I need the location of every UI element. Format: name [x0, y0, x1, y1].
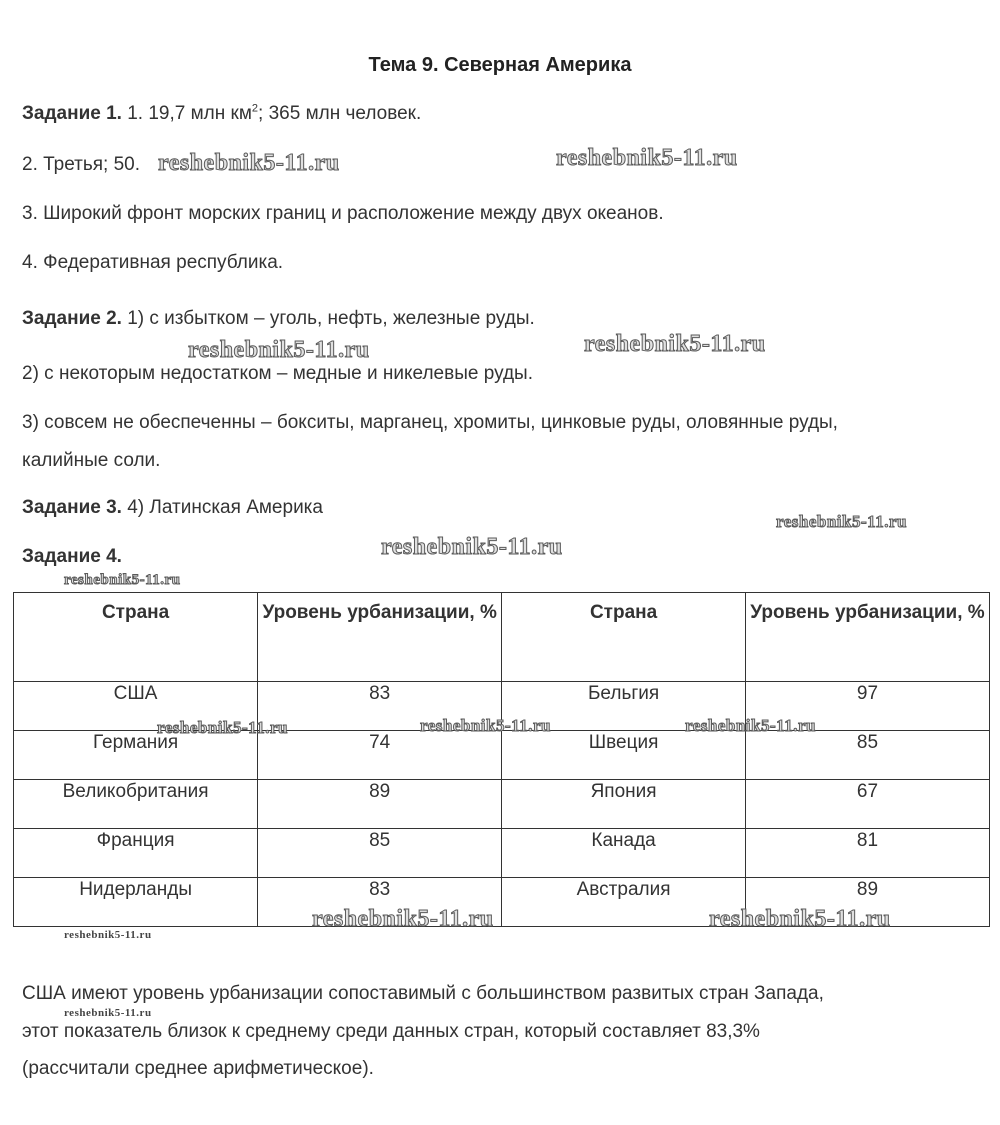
watermark: reshebnik5-11.ru — [64, 572, 181, 588]
watermark: reshebnik5-11.ru — [556, 145, 738, 171]
table-row — [14, 780, 990, 829]
task2-label: Задание 2. — [22, 308, 122, 329]
table-cell: Германия — [14, 731, 258, 780]
table-header: Страна — [14, 593, 258, 682]
table-row — [14, 829, 990, 878]
table-header: Уровень урбанизации, % — [258, 593, 502, 682]
table-cell: 74 — [258, 731, 502, 780]
table-cell: Австралия — [502, 878, 746, 927]
watermark: reshebnik5-11.ru — [188, 337, 370, 363]
table-cell: Япония — [502, 780, 746, 829]
watermark: reshebnik5-11.ru — [709, 906, 891, 932]
table-cell: Великобритания — [14, 780, 258, 829]
table-cell: Франция — [14, 829, 258, 878]
task1-line2: 2. Третья; 50. — [22, 154, 141, 175]
table-cell: Канада — [502, 829, 746, 878]
watermark: reshebnik5-11.ru — [64, 929, 152, 941]
watermark: reshebnik5-11.ru — [312, 906, 494, 932]
table-header-row — [14, 593, 990, 682]
task1-line1: Задание 1. 1. 19,7 млн $км^2$; 365 млн человек. — [22, 102, 422, 124]
conclusion-line-2: этот показатель близок к среднему среди данных стран, который составляет 83,3% — [22, 1021, 760, 1042]
conclusion-line-1: США имеют уровень урбанизации сопоставимый с большинством развитых стран Запада, — [22, 983, 824, 1004]
task2-line3: 3) совсем не обеспеченны – бокситы, марганец, хромиты, цинковые руды, оловянные руды, — [22, 412, 838, 433]
table-cell: Нидерланды — [14, 878, 258, 927]
watermark: reshebnik5-11.ru — [584, 331, 766, 357]
table-cell: США — [14, 682, 258, 731]
urbanization-table — [13, 592, 990, 927]
table-cell: 83 — [258, 878, 502, 927]
watermark: reshebnik5-11.ru — [776, 512, 907, 531]
table-cell: 81 — [745, 829, 989, 878]
watermark: reshebnik5-11.ru — [157, 718, 288, 737]
task1-label: Задание 1. — [22, 103, 122, 124]
table-header: Страна — [502, 593, 746, 682]
task1-line4: 4. Федеративная республика. — [22, 252, 284, 273]
task4-label: Задание 4. — [22, 546, 122, 567]
task2-line2: 2) с некоторым недостатком – медные и никелевые руды. — [22, 363, 533, 384]
watermark: reshebnik5-11.ru — [381, 534, 563, 560]
conclusion-line-3: (рассчитали среднее арифметическое). — [22, 1058, 374, 1079]
table-cell: Бельгия — [502, 682, 746, 731]
page-title: Тема 9. Северная Америка — [368, 54, 632, 76]
task1-line3: 3. Широкий фронт морских границ и расположение между двух океанов. — [22, 203, 664, 224]
table-cell: 83 — [258, 682, 502, 731]
table-cell: 89 — [745, 878, 989, 927]
table-cell: 85 — [745, 731, 989, 780]
watermark: reshebnik5-11.ru — [158, 150, 340, 176]
table-cell: 89 — [258, 780, 502, 829]
watermark: reshebnik5-11.ru — [420, 716, 551, 735]
watermark: reshebnik5-11.ru — [685, 716, 816, 735]
table-cell: 97 — [745, 682, 989, 731]
table-cell: 85 — [258, 829, 502, 878]
task3-label: Задание 3. — [22, 497, 122, 518]
task2-line1: Задание 2. 1) с избытком – уголь, нефть, железные руды. — [22, 308, 535, 329]
task2-line4: калийные соли. — [22, 450, 161, 471]
table-header: Уровень урбанизации, % — [745, 593, 989, 682]
task3-line: Задание 3. 4) Латинская Америка — [22, 497, 323, 518]
table-cell: 67 — [745, 780, 989, 829]
watermark: reshebnik5-11.ru — [64, 1007, 152, 1019]
table-cell: Швеция — [502, 731, 746, 780]
